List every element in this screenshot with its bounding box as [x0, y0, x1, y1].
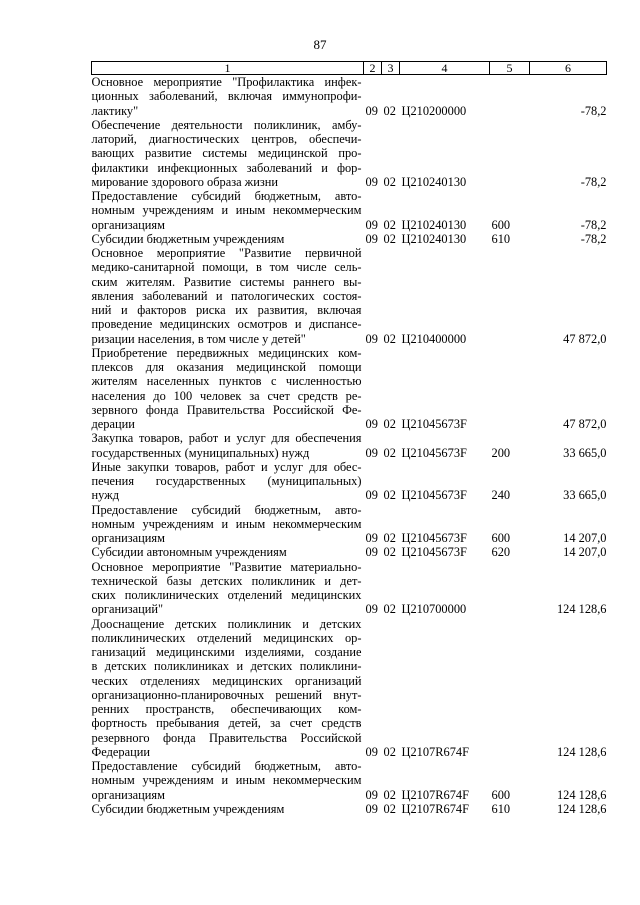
- table-header-row: [92, 62, 607, 75]
- table-row: [92, 759, 607, 802]
- item-name-line: номным учреждениям и иным некоммерческим: [91, 773, 362, 788]
- expense-type-cell: 600: [491, 787, 511, 802]
- subsection-code-cell: 02: [383, 531, 396, 545]
- table-row: [92, 346, 607, 432]
- table-row: [92, 560, 607, 617]
- section-code-cell: 09: [365, 103, 378, 118]
- item-name-line: организационно-планировочных решений внут-: [91, 687, 362, 702]
- target-article-cell: Ц21045673F: [401, 488, 467, 503]
- item-name-line: организациям: [91, 217, 165, 232]
- section-code-cell: 09: [365, 331, 378, 346]
- subsection-code-cell: 02: [383, 174, 396, 189]
- item-name-cell: [92, 346, 364, 432]
- item-name-line: нужд: [91, 488, 120, 503]
- item-name-cell: [92, 617, 364, 760]
- expense-type-cell: [490, 617, 530, 760]
- column-header: 3: [382, 62, 400, 75]
- expense-type-cell: [490, 246, 530, 346]
- column-header: 5: [490, 62, 530, 75]
- item-name-line: медико-санитарной помощи, в том числе сель-: [91, 260, 362, 275]
- column-header: 4: [400, 62, 490, 75]
- item-name-line: ских поликлинических отделений медицинских: [91, 588, 362, 602]
- target-article-cell: Ц210240130: [401, 174, 467, 189]
- table-row: [92, 232, 607, 246]
- subsection-code-cell: 02: [383, 217, 396, 232]
- item-name-line: Основное мероприятие "Развитие материально-: [91, 559, 362, 574]
- target-article-cell: Ц21045673F: [401, 445, 467, 460]
- table-row: [92, 802, 607, 816]
- item-name-line: печения государственных (муниципальных): [91, 474, 362, 488]
- target-article-cell: Ц210240130: [401, 217, 467, 232]
- item-name-cell: [92, 232, 364, 246]
- item-name-line: номным учреждениям и иным некоммерческим: [91, 516, 362, 531]
- target-article-cell: Ц2107R674F: [401, 787, 469, 802]
- target-article-cell: Ц210400000: [401, 331, 467, 346]
- target-article-cell: Ц21045673F: [401, 417, 467, 431]
- item-name-cell: [92, 189, 364, 232]
- item-name-line: номным учреждениям и иным некоммерческим: [91, 203, 362, 218]
- item-name-line: лактику": [91, 103, 139, 118]
- table-body: [92, 75, 607, 817]
- expense-type-cell: 600: [491, 531, 511, 545]
- amount-cell: 14 207,0: [563, 531, 607, 545]
- item-name-line: жителям населенных пунктов с численностью: [91, 374, 362, 389]
- item-name-line: Закупка товаров, работ и услуг для обеспечения: [91, 431, 362, 446]
- section-code-cell: 09: [365, 801, 378, 816]
- item-name-line: ний и факторов риска их развития, включая: [91, 303, 362, 317]
- item-name-line: плексов для оказания медицинской помощи: [91, 360, 362, 374]
- item-name-line: организациям: [91, 787, 165, 802]
- item-name-line: зервного фонда Правительства Российской Фе-: [91, 402, 362, 417]
- amount-cell: 47 872,0: [563, 417, 607, 431]
- item-name-line: Предоставление субсидий бюджетным, авто-: [91, 502, 362, 517]
- subsection-code-cell: 02: [383, 331, 396, 346]
- item-name-cell: [92, 545, 364, 559]
- item-name-line: Субсидии бюджетным учреждениям: [91, 231, 285, 246]
- column-header: 1: [92, 62, 364, 75]
- table-row: [92, 431, 607, 460]
- expense-type-cell: [490, 560, 530, 617]
- amount-cell: 33 665,0: [563, 488, 607, 503]
- section-code-cell: 09: [365, 602, 378, 617]
- item-name-line: Предоставление субсидий бюджетным, авто-: [91, 759, 362, 773]
- section-code-cell: 09: [365, 787, 378, 802]
- expense-type-cell: 610: [491, 231, 511, 246]
- item-name-line: Приобретение передвижных медицинских ком-: [91, 345, 362, 360]
- subsection-code-cell: 02: [383, 787, 396, 802]
- subsection-code-cell: 02: [383, 801, 396, 816]
- item-name-line: государственных (муниципальных) нужд: [91, 445, 310, 460]
- subsection-code-cell: 02: [383, 103, 396, 118]
- amount-cell: -78,2: [580, 231, 607, 246]
- expense-type-cell: [490, 75, 530, 118]
- amount-cell: 33 665,0: [563, 445, 607, 460]
- amount-cell: -78,2: [580, 103, 607, 118]
- item-name-line: ским жителям. Развитие системы раннего вы-: [91, 274, 362, 289]
- item-name-line: Дооснащение детских поликлиник и детских: [91, 616, 362, 631]
- section-code-cell: 09: [365, 545, 378, 560]
- column-header: 2: [364, 62, 382, 75]
- subsection-code-cell: 02: [383, 231, 396, 246]
- amount-cell: 124 128,6: [556, 787, 607, 802]
- section-code-cell: 09: [365, 217, 378, 232]
- table-row: [92, 75, 607, 118]
- section-code-cell: 09: [365, 488, 378, 503]
- target-article-cell: Ц210700000: [401, 602, 467, 617]
- amount-cell: 14 207,0: [563, 545, 607, 560]
- item-name-cell: [92, 246, 364, 346]
- target-article-cell: Ц2107R674F: [401, 801, 469, 816]
- item-name-line: Субсидии автономным учреждениям: [91, 545, 287, 560]
- item-name-line: ренних пространств, обеспечивающих ком-: [91, 702, 362, 716]
- target-article-cell: Ц210200000: [401, 103, 467, 118]
- section-code-cell: 09: [365, 445, 378, 460]
- amount-cell: 124 128,6: [556, 602, 607, 617]
- item-name-line: в детских поликлиниках и детских поликлини-: [91, 659, 362, 674]
- subsection-code-cell: 02: [383, 602, 396, 617]
- table-row: [92, 460, 607, 503]
- item-name-line: технической базы детских поликлиник и дет-: [91, 573, 362, 588]
- item-name-line: организаций": [91, 602, 164, 617]
- item-name-cell: [92, 118, 364, 189]
- section-code-cell: 09: [365, 417, 378, 431]
- item-name-line: ганизаций медицинскими изделиями, создание: [91, 645, 362, 659]
- section-code-cell: 09: [365, 744, 378, 759]
- item-name-line: населения до 100 человек за счет средств ре-: [91, 388, 362, 403]
- item-name-line: Основное мероприятие "Профилактика инфек-: [91, 75, 362, 89]
- item-name-line: латорий, диагностических центров, обеспечи-: [91, 132, 362, 146]
- section-code-cell: 09: [365, 531, 378, 545]
- table-row: [92, 545, 607, 559]
- item-name-line: Обеспечение деятельности поликлиник, амбу-: [91, 117, 362, 132]
- item-name-line: Федерации: [91, 744, 151, 759]
- table-row: [92, 617, 607, 760]
- amount-cell: 124 128,6: [556, 744, 607, 759]
- amount-cell: -78,2: [580, 174, 607, 189]
- expense-type-cell: [490, 118, 530, 189]
- expense-type-cell: [490, 346, 530, 432]
- amount-cell: 47 872,0: [563, 331, 607, 346]
- item-name-line: проведение медицинских осмотров и диспансе-: [91, 317, 362, 332]
- item-name-line: организациям: [91, 531, 165, 545]
- item-name-line: Иные закупки товаров, работ и услуг для обес-: [91, 459, 362, 474]
- subsection-code-cell: 02: [383, 417, 396, 431]
- item-name-line: Основное мероприятие "Развитие первичной: [91, 246, 362, 260]
- section-code-cell: 09: [365, 174, 378, 189]
- subsection-code-cell: 02: [383, 545, 396, 560]
- target-article-cell: Ц2107R674F: [401, 744, 469, 759]
- table-row: [92, 246, 607, 346]
- target-article-cell: Ц21045673F: [401, 545, 467, 560]
- item-name-line: Субсидии бюджетным учреждениям: [91, 801, 285, 816]
- budget-table: [91, 61, 607, 816]
- target-article-cell: Ц210240130: [401, 231, 467, 246]
- item-name-line: Предоставление субсидий бюджетным, авто-: [91, 189, 362, 203]
- item-name-line: мирование здорового образа жизни: [91, 174, 279, 189]
- item-name-cell: [92, 503, 364, 546]
- item-name-cell: [92, 759, 364, 802]
- item-name-line: фортность пребывания детей, за счет средств: [91, 716, 362, 731]
- item-name-line: явления заболеваний и патологических состоя-: [91, 288, 362, 303]
- item-name-cell: [92, 460, 364, 503]
- amount-cell: 124 128,6: [556, 801, 607, 816]
- item-name-line: ционных заболеваний, включая иммунопрофи-: [91, 89, 362, 104]
- amount-cell: -78,2: [580, 217, 607, 232]
- item-name-line: дерации: [91, 417, 135, 431]
- item-name-line: вающих развитие системы медицинской про-: [91, 146, 362, 161]
- expense-type-cell: 240: [491, 488, 511, 503]
- item-name-cell: [92, 560, 364, 617]
- expense-type-cell: 600: [491, 217, 511, 232]
- subsection-code-cell: 02: [383, 488, 396, 503]
- item-name-cell: [92, 431, 364, 460]
- page-number: 87: [313, 37, 327, 52]
- target-article-cell: Ц21045673F: [401, 531, 467, 545]
- subsection-code-cell: 02: [383, 445, 396, 460]
- expense-type-cell: 200: [491, 445, 511, 460]
- column-header: 6: [530, 62, 607, 75]
- table-row: [92, 118, 607, 189]
- table-row: [92, 189, 607, 232]
- item-name-line: ризации населения, в том числе у детей": [91, 331, 306, 346]
- table-row: [92, 503, 607, 546]
- item-name-line: поликлинических отделений медицинских ор-: [91, 630, 362, 645]
- item-name-cell: [92, 802, 364, 816]
- item-name-line: резервного фонда Правительства Российской: [91, 730, 362, 745]
- item-name-line: ческих отделениях медицинских организаций: [91, 673, 362, 688]
- expense-type-cell: 620: [491, 545, 511, 560]
- item-name-cell: [92, 75, 364, 118]
- subsection-code-cell: 02: [383, 744, 396, 759]
- section-code-cell: 09: [365, 231, 378, 246]
- item-name-line: филактики инфекционных заболеваний и фор-: [91, 160, 362, 175]
- expense-type-cell: 610: [491, 801, 511, 816]
